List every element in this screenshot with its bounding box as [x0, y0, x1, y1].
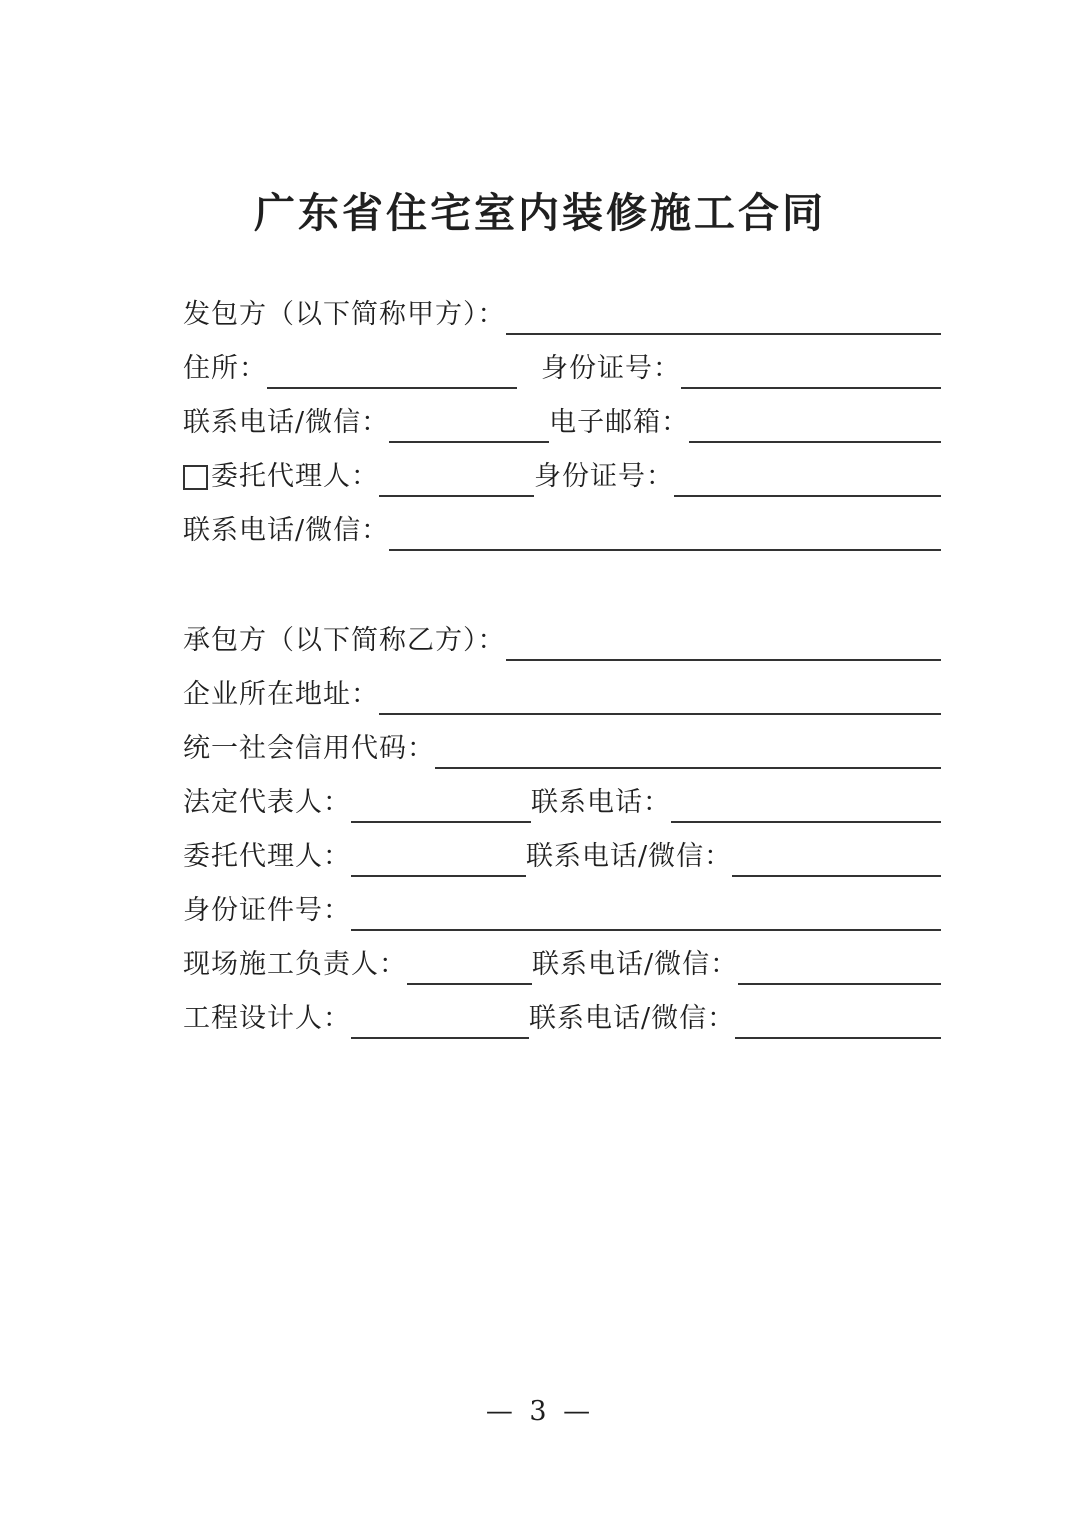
party-b-legal-rep-row	[183, 769, 941, 823]
party-b-id-document-label: 身份证件号：	[183, 895, 351, 927]
party-b-site-manager-row	[183, 931, 941, 985]
party-a-name-field[interactable]	[506, 299, 942, 335]
party-b-company-address-row	[183, 661, 941, 715]
party-a-agent-row	[183, 443, 941, 497]
document-title: 广东省住宅室内装修施工合同	[254, 189, 826, 237]
party-b-site-manager-label: 现场施工负责人：	[183, 949, 407, 981]
party-a-email-label: 电子邮箱：	[549, 407, 690, 439]
party-b-heading-label: 承包方（以下简称乙方）：	[183, 625, 506, 657]
party-b-agent-phone-wechat-label: 联系电话/微信：	[526, 841, 733, 873]
party-a-residence-field[interactable]	[267, 353, 517, 389]
party-b-agent-label: 委托代理人：	[183, 841, 351, 873]
party-b-name-field[interactable]	[506, 625, 942, 661]
party-a-agent-id-number-field[interactable]	[674, 461, 941, 497]
party-b-designer-row	[183, 985, 941, 1039]
section-divider-space	[183, 551, 941, 607]
party-b-legal-rep-phone-label: 联系电话：	[531, 787, 671, 819]
party-b-agent-row	[183, 823, 941, 877]
party-a-heading-label: 发包方（以下简称甲方）：	[183, 299, 506, 331]
party-a-id-number-field[interactable]	[681, 353, 941, 389]
party-b-credit-code-row	[183, 715, 941, 769]
party-b-id-document-row	[183, 877, 941, 931]
party-a-phone-wechat-field[interactable]	[389, 407, 549, 443]
party-b-site-manager-field[interactable]	[407, 949, 532, 985]
party-b-agent-name-field[interactable]	[351, 841, 526, 877]
party-b-designer-phone-field[interactable]	[735, 1003, 941, 1039]
party-b-company-address-field[interactable]	[379, 679, 941, 715]
party-b-designer-field[interactable]	[351, 1003, 529, 1039]
party-b-heading-row	[183, 607, 941, 661]
party-b-designer-label: 工程设计人：	[183, 1003, 351, 1035]
party-a-phone-row	[183, 389, 941, 443]
party-a-agent-phone-wechat-label: 联系电话/微信：	[183, 515, 390, 547]
party-a-agent-label: 委托代理人：	[211, 461, 379, 493]
party-a-agent-name-field[interactable]	[379, 461, 534, 497]
party-b-id-document-field[interactable]	[351, 895, 941, 931]
party-b-designer-phone-label: 联系电话/微信：	[529, 1003, 736, 1035]
party-a-agent-id-number-label: 身份证号：	[534, 461, 674, 493]
party-b-site-manager-phone-field[interactable]	[738, 949, 941, 985]
party-a-residence-row	[183, 335, 941, 389]
page-footer	[0, 1396, 1080, 1427]
party-b-company-address-label: 企业所在地址：	[183, 679, 379, 711]
party-a-residence-label: 住所：	[183, 353, 267, 385]
party-a-heading-row	[183, 281, 941, 335]
party-b-credit-code-field[interactable]	[435, 733, 941, 769]
party-a-phone-wechat-label: 联系电话/微信：	[183, 407, 390, 439]
party-b-legal-rep-field[interactable]	[351, 787, 531, 823]
party-a-agent-checkbox[interactable]	[183, 465, 208, 490]
party-a-id-number-label: 身份证号：	[541, 353, 681, 385]
party-a-email-field[interactable]	[689, 407, 941, 443]
party-a-agent-phone-row	[183, 497, 941, 551]
page-number: — 3 —	[485, 1396, 595, 1427]
party-b-credit-code-label: 统一社会信用代码：	[183, 733, 435, 765]
party-b-legal-rep-phone-field[interactable]	[671, 787, 941, 823]
party-b-legal-rep-label: 法定代表人：	[183, 787, 351, 819]
party-a-agent-phone-wechat-field[interactable]	[389, 515, 941, 551]
party-b-site-manager-phone-label: 联系电话/微信：	[532, 949, 739, 981]
party-b-agent-phone-wechat-field[interactable]	[732, 841, 941, 877]
contract-parties-form	[183, 281, 941, 1039]
